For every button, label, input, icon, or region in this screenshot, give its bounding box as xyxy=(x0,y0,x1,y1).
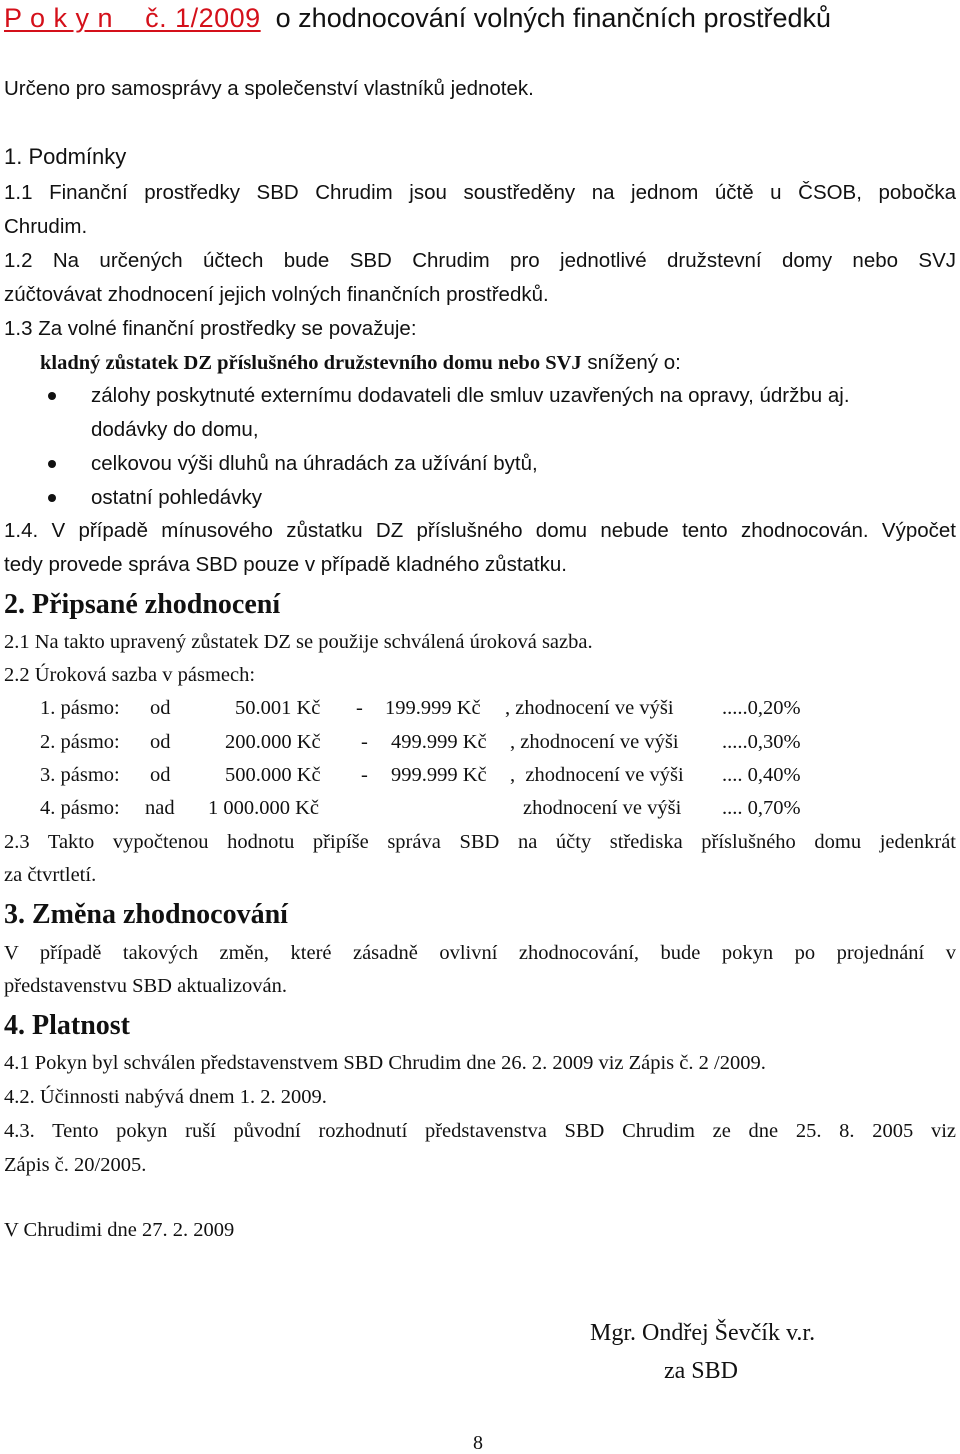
bullet-icon xyxy=(48,460,56,468)
bullet-item-1-continued: dodávky do domu, xyxy=(91,418,259,441)
title-number: P o k y n č. 1/2009 xyxy=(4,3,261,33)
section3-line1: V případě takových změn, které zásadně ovlivní zhodnocování, bude pokyn po projednání v xyxy=(4,942,956,964)
band-to: 999.999 Kč xyxy=(391,764,487,786)
band-from: 200.000 Kč xyxy=(225,731,321,753)
p22: 2.2 Úroková sazba v pásmech: xyxy=(4,664,256,686)
band-rate-label: , zhodnocení ve výši xyxy=(505,697,674,719)
document-title xyxy=(4,2,956,34)
bullet-item-3: ostatní pohledávky xyxy=(91,486,262,509)
p13: 1.3 Za volné finanční prostředky se považuje: xyxy=(4,317,417,340)
p12-line2: zúčtovávat zhodnocení jejich volných finančních prostředků. xyxy=(4,283,549,306)
signatory-organization: za SBD xyxy=(664,1358,738,1384)
p21: 2.1 Na takto upravený zůstatek DZ se použije schválená úroková sazba. xyxy=(4,631,593,653)
p14-line2: tedy provede správa SBD pouze v případě kladného zůstatku. xyxy=(4,553,567,576)
p23-line1: 2.3 Takto vypočtenou hodnotu připíše správa SBD na účty střediska příslušného domu jedenkrát xyxy=(4,831,956,853)
p14-line1: 1.4. V případě mínusového zůstatku DZ příslušného domu nebude tento zhodnocován. Výpočet xyxy=(4,519,956,542)
band-rate: .... 0,70% xyxy=(722,797,801,819)
section1-heading: 1. Podmínky xyxy=(4,144,127,169)
band-rate-label: , zhodnocení ve výši xyxy=(510,731,679,753)
band-from: 1 000.000 Kč xyxy=(208,797,320,819)
bullet-item-1: zálohy poskytnuté externímu dodavateli dle smluv uzavřených na opravy, údržbu aj. xyxy=(91,384,850,407)
band-label: 4. pásmo: xyxy=(40,797,120,819)
title-subject: o zhodnocování volných finančních prostředků xyxy=(260,3,832,33)
band-from: 500.000 Kč xyxy=(225,764,321,786)
band-rate-label: , zhodnocení ve výši xyxy=(510,764,684,786)
band-prep: od xyxy=(150,731,171,753)
band-label: 3. pásmo: xyxy=(40,764,120,786)
band-label: 2. pásmo: xyxy=(40,731,120,753)
bullet-item-2: celkovou výši dluhů na úhradách za užívání bytů, xyxy=(91,452,538,475)
p11-line2: Chrudim. xyxy=(4,215,88,238)
p42: 4.2. Účinnosti nabývá dnem 1. 2. 2009. xyxy=(4,1086,327,1108)
p43-line2: Zápis č. 20/2005. xyxy=(4,1154,147,1176)
band-dash: - xyxy=(361,764,368,786)
place-and-date: V Chrudimi dne 27. 2. 2009 xyxy=(4,1219,235,1241)
page-number: 8 xyxy=(473,1432,483,1454)
p41: 4.1 Pokyn byl schválen představenstvem SBD Chrudim dne 26. 2. 2009 viz Zápis č. 2 /2009. xyxy=(4,1052,766,1074)
band-dash: - xyxy=(361,731,368,753)
signatory-name: Mgr. Ondřej Ševčík v.r. xyxy=(590,1320,816,1346)
band-to: 199.999 Kč xyxy=(385,697,481,719)
p13-bold-text: kladný zůstatek DZ příslušného družstevního domu nebo SVJ xyxy=(40,352,582,374)
band-rate: .... 0,40% xyxy=(722,764,801,786)
band-to: 499.999 Kč xyxy=(391,731,487,753)
bullet-icon xyxy=(48,494,56,502)
section2-heading: 2. Připsané zhodnocení xyxy=(4,589,281,620)
band-prep: od xyxy=(150,764,171,786)
p13-suffix: snížený o: xyxy=(581,351,681,374)
p12-line1: 1.2 Na určených účtech bude SBD Chrudim pro jednotlivé družstevní domy nebo SVJ xyxy=(4,249,956,272)
p43-line1: 4.3. Tento pokyn ruší původní rozhodnutí představenstva SBD Chrudim ze dne 25. 8. 2005 viz xyxy=(4,1120,956,1142)
band-prep: nad xyxy=(145,797,175,819)
p23-line2: za čtvrtletí. xyxy=(4,864,97,886)
band-from: 50.001 Kč xyxy=(235,697,321,719)
p13-criterion xyxy=(40,350,956,376)
band-dash: - xyxy=(356,697,363,719)
band-prep: od xyxy=(150,697,171,719)
section4-heading: 4. Platnost xyxy=(4,1010,130,1041)
bullet-icon xyxy=(48,392,56,400)
section3-line2: představenstvu SBD aktualizován. xyxy=(4,975,287,997)
p11-line1: 1.1 Finanční prostředky SBD Chrudim jsou soustředěny na jednom účtě u ČSOB, pobočka xyxy=(4,181,956,204)
band-rate: .....0,30% xyxy=(722,731,801,753)
band-label: 1. pásmo: xyxy=(40,697,120,719)
band-rate-label: zhodnocení ve výši xyxy=(523,797,682,819)
section3-heading: 3. Změna zhodnocování xyxy=(4,899,288,930)
band-rate: .....0,20% xyxy=(722,697,801,719)
intro-line: Určeno pro samosprávy a společenství vlastníků jednotek. xyxy=(4,77,534,100)
